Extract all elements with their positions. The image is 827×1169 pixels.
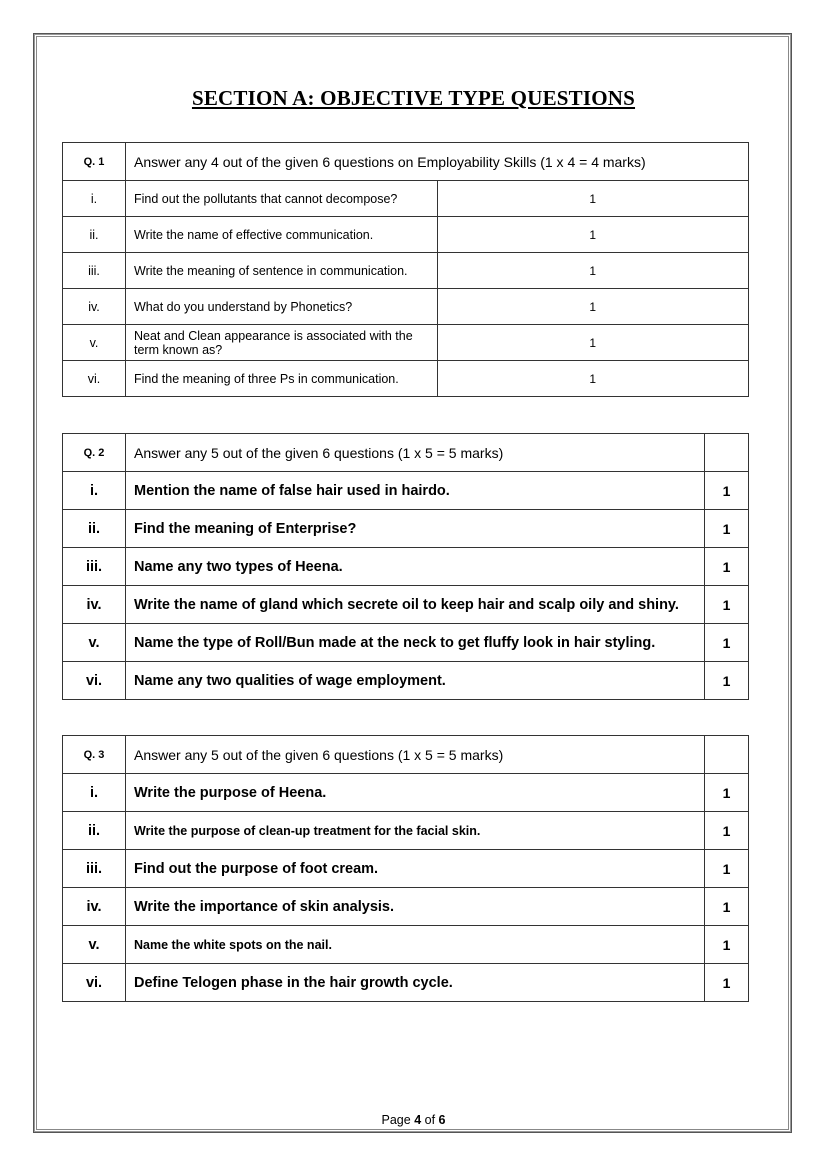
item-number: v.: [63, 624, 126, 662]
item-text: Name any two qualities of wage employment.: [126, 662, 705, 700]
footer-total-pages: 6: [438, 1113, 446, 1127]
item-text: Write the name of gland which secrete oil to keep hair and scalp oily and shiny.: [126, 586, 705, 624]
table-row: [63, 325, 749, 361]
item-number: i.: [63, 472, 126, 510]
item-mark: 1: [705, 548, 749, 586]
table-row: [63, 181, 749, 217]
item-text: Neat and Clean appearance is associated with the term known as?: [126, 325, 438, 361]
question-header-row: [63, 736, 749, 774]
footer-page-label: Page: [381, 1113, 411, 1127]
item-text: Write the purpose of Heena.: [126, 774, 705, 812]
item-mark: 1: [437, 181, 749, 217]
item-mark: 1: [437, 361, 749, 397]
item-number: ii.: [63, 510, 126, 548]
table-row: [63, 926, 749, 964]
item-number: ii.: [63, 217, 126, 253]
question-instruction: Answer any 5 out of the given 6 questions (1 x 5 = 5 marks): [126, 736, 705, 774]
item-text: Name the type of Roll/Bun made at the neck to get fluffy look in hair styling.: [126, 624, 705, 662]
item-mark: 1: [705, 662, 749, 700]
item-mark: 1: [705, 510, 749, 548]
item-mark: 1: [705, 850, 749, 888]
item-text: Name any two types of Heena.: [126, 548, 705, 586]
table-row: [63, 662, 749, 700]
question-number: Q. 3: [63, 736, 126, 774]
item-mark: 1: [437, 325, 749, 361]
item-number: iii.: [63, 850, 126, 888]
item-number: ii.: [63, 812, 126, 850]
mark-header-cell: [705, 736, 749, 774]
table-row: [63, 510, 749, 548]
page-footer: [0, 1113, 827, 1127]
item-number: vi.: [63, 662, 126, 700]
item-text: Write the meaning of sentence in communication.: [126, 253, 438, 289]
item-number: i.: [63, 181, 126, 217]
table-row: [63, 774, 749, 812]
table-row: [63, 964, 749, 1002]
item-mark: 1: [705, 888, 749, 926]
item-mark: 1: [705, 472, 749, 510]
footer-current-page: 4: [414, 1113, 422, 1127]
section-title: SECTION A: OBJECTIVE TYPE QUESTIONS: [191, 86, 636, 110]
question-header-row: [63, 143, 749, 181]
footer-of-label: of: [424, 1113, 436, 1127]
table-row: [63, 888, 749, 926]
item-number: vi.: [63, 361, 126, 397]
item-mark: 1: [705, 624, 749, 662]
question-number: Q. 1: [63, 143, 126, 181]
item-text: Name the white spots on the nail.: [126, 926, 705, 964]
item-text: Find out the pollutants that cannot decompose?: [126, 181, 438, 217]
question-header-row: [63, 434, 749, 472]
table-row: [63, 289, 749, 325]
item-mark: 1: [437, 289, 749, 325]
table-row: [63, 586, 749, 624]
item-mark: 1: [437, 253, 749, 289]
item-number: iv.: [63, 289, 126, 325]
table-row: [63, 850, 749, 888]
table-row: [63, 812, 749, 850]
table-row: [63, 253, 749, 289]
item-number: v.: [63, 325, 126, 361]
item-text: Define Telogen phase in the hair growth cycle.: [126, 964, 705, 1002]
item-text: Find out the purpose of foot cream.: [126, 850, 705, 888]
item-mark: 1: [705, 964, 749, 1002]
item-number: iv.: [63, 888, 126, 926]
question-instruction: Answer any 4 out of the given 6 questions on Employability Skills (1 x 4 = 4 marks): [126, 143, 749, 181]
item-mark: 1: [705, 586, 749, 624]
question-3-table: [62, 735, 749, 1002]
question-1-table: [62, 142, 749, 397]
item-number: i.: [63, 774, 126, 812]
table-row: [63, 624, 749, 662]
table-row: [63, 217, 749, 253]
item-mark: 1: [705, 926, 749, 964]
item-number: iii.: [63, 548, 126, 586]
item-number: vi.: [63, 964, 126, 1002]
table-row: [63, 361, 749, 397]
item-mark: 1: [705, 812, 749, 850]
item-text: Write the name of effective communication.: [126, 217, 438, 253]
question-instruction: Answer any 5 out of the given 6 questions (1 x 5 = 5 marks): [126, 434, 705, 472]
mark-header-cell: [705, 434, 749, 472]
item-text: Find the meaning of Enterprise?: [126, 510, 705, 548]
item-text: Write the importance of skin analysis.: [126, 888, 705, 926]
item-number: iv.: [63, 586, 126, 624]
table-row: [63, 472, 749, 510]
item-number: v.: [63, 926, 126, 964]
item-mark: 1: [437, 217, 749, 253]
item-number: iii.: [63, 253, 126, 289]
question-number: Q. 2: [63, 434, 126, 472]
item-text: What do you understand by Phonetics?: [126, 289, 438, 325]
item-mark: 1: [705, 774, 749, 812]
item-text: Mention the name of false hair used in hairdo.: [126, 472, 705, 510]
item-text: Find the meaning of three Ps in communication.: [126, 361, 438, 397]
item-text: Write the purpose of clean-up treatment for the facial skin.: [126, 812, 705, 850]
table-row: [63, 548, 749, 586]
question-2-table: [62, 433, 749, 700]
